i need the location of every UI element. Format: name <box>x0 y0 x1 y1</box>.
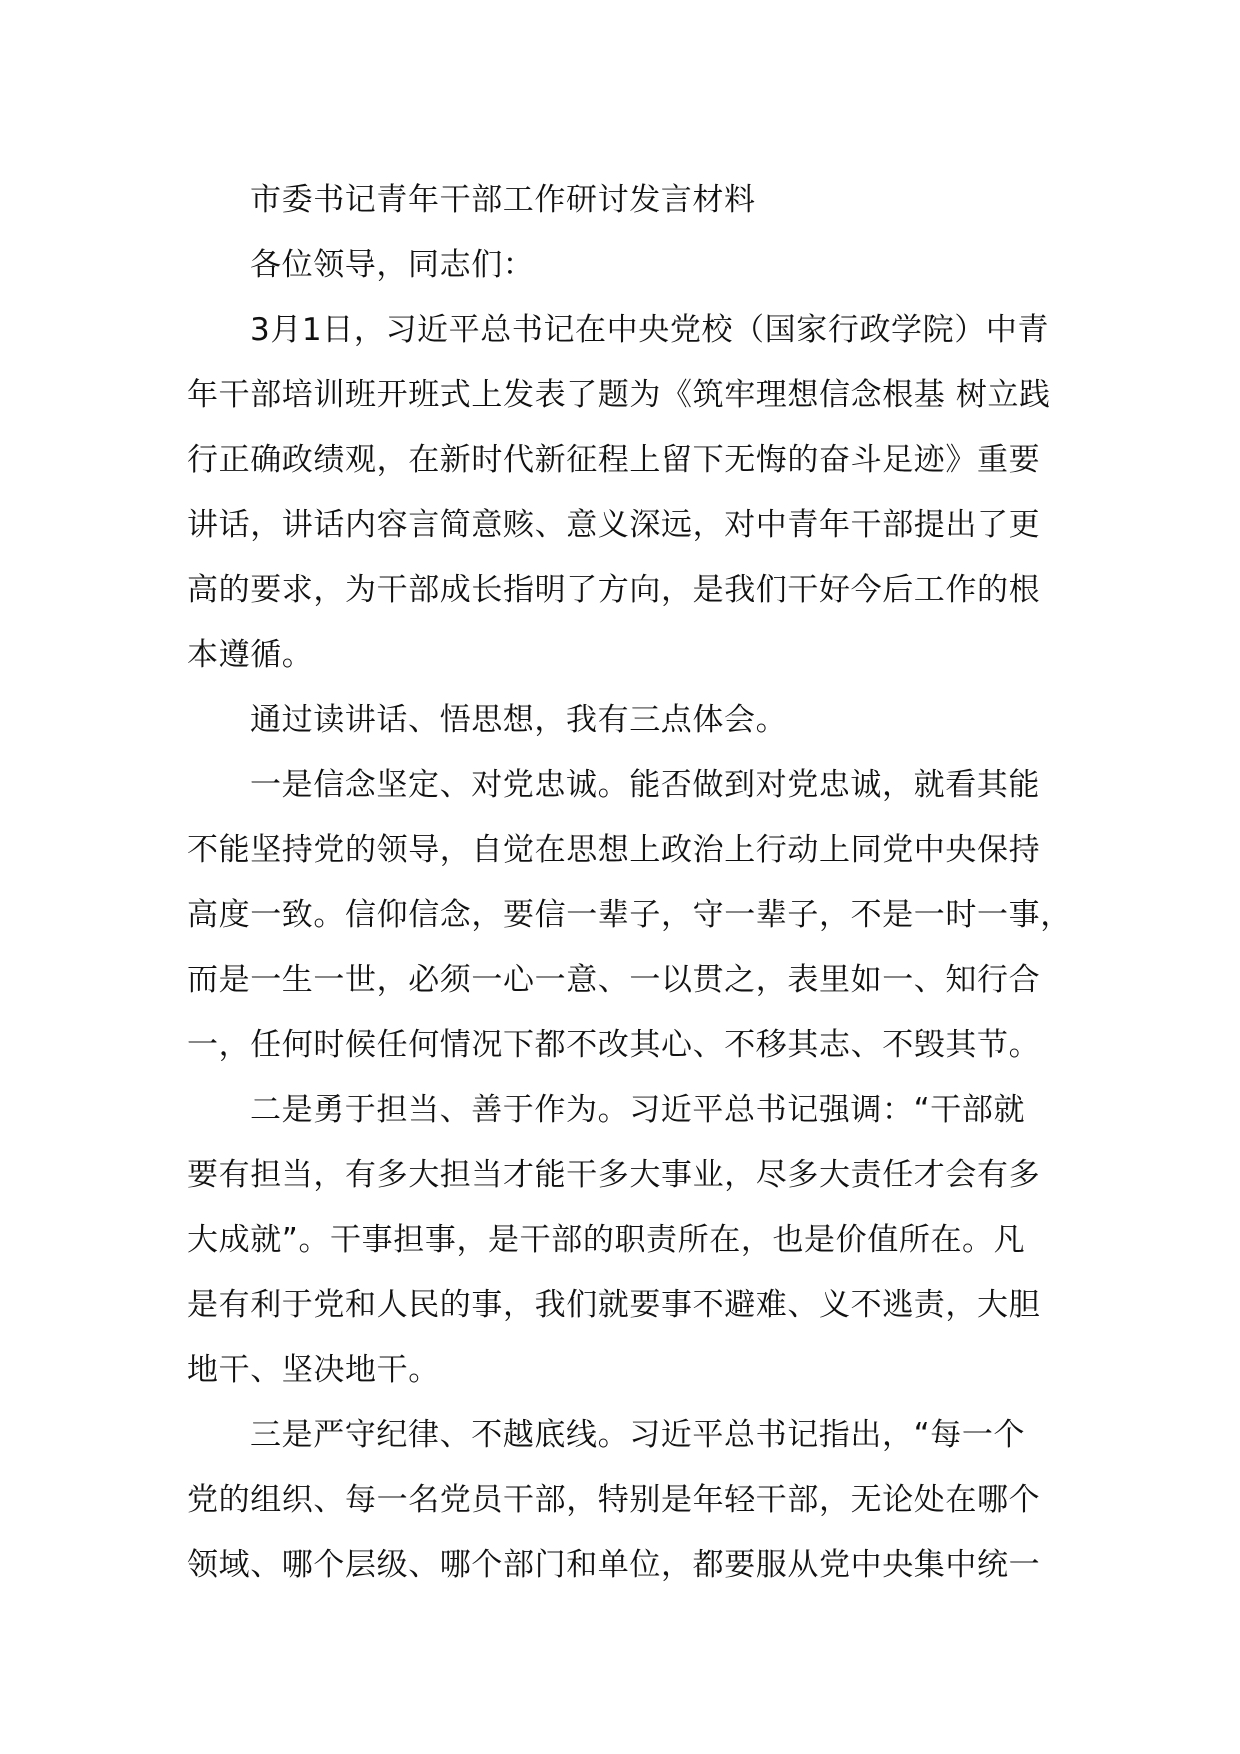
paragraph-3 <box>187 753 1072 1078</box>
paragraph-line: 一是信念坚定、对党忠诚。能否做到对党忠诚，就看其能 <box>250 767 1040 803</box>
paragraph-line: 年干部培训班开班式上发表了题为《筑牢理想信念根基 树立践 <box>187 377 1051 413</box>
paragraph-line: 不能坚持党的领导，自觉在思想上政治上行动上同党中央保持 <box>187 832 1041 868</box>
paragraph-5 <box>187 1403 1067 1598</box>
paragraph-line: 行正确政绩观，在新时代新征程上留下无悔的奋斗足迹》重要 <box>187 442 1041 478</box>
paragraph-line: 是有利于党和人民的事，我们就要事不避难、义不逃责，大胆 <box>187 1287 1041 1323</box>
paragraph-line: 大成就”。干事担事，是干部的职责所在，也是价值所在。凡 <box>187 1222 1026 1258</box>
paragraph-line: 而是一生一世，必须一心一意、一以贯之，表里如一、知行合 <box>187 962 1041 998</box>
paragraph-line: 三是严守纪律、不越底线。习近平总书记指出，“每一个 <box>250 1417 1026 1453</box>
paragraph-line: 3月1日，习近平总书记在中央党校（国家行政学院）中青 <box>250 312 1050 348</box>
paragraph-line: 通过读讲话、悟思想，我有三点体会。 <box>250 702 788 738</box>
paragraph-line: 党的组织、每一名党员干部，特别是年轻干部，无论处在哪个 <box>187 1482 1041 1518</box>
paragraph-line: 要有担当，有多大担当才能干多大事业，尽多大责任才会有多 <box>187 1157 1041 1193</box>
paragraph-1 <box>187 298 1067 688</box>
paragraph-line: 高的要求，为干部成长指明了方向，是我们干好今后工作的根 <box>187 572 1041 608</box>
paragraph-4 <box>187 1078 1067 1403</box>
paragraph-line: 地干、坚决地干。 <box>187 1352 440 1388</box>
greeting: 各位领导，同志们： <box>250 247 535 283</box>
paragraph-line: 领域、哪个层级、哪个部门和单位，都要服从党中央集中统一 <box>187 1547 1041 1583</box>
paragraph-line: 一，任何时候任何情况下都不改其心、不移其志、不毁其节。 <box>187 1027 1041 1063</box>
paragraph-2 <box>187 688 1067 753</box>
document-title: 市委书记青年干部工作研讨发言材料 <box>250 182 756 218</box>
paragraph-line: 二是勇于担当、善于作为。习近平总书记强调：“干部就 <box>250 1092 1026 1128</box>
paragraph-line: 高度一致。信仰信念，要信一辈子，守一辈子，不是一时一事， <box>187 897 1072 933</box>
paragraph-line: 本遵循。 <box>187 637 314 673</box>
paragraph-line: 讲话，讲话内容言简意赅、意义深远，对中青年干部提出了更 <box>187 507 1041 543</box>
document-page <box>187 168 1072 1598</box>
